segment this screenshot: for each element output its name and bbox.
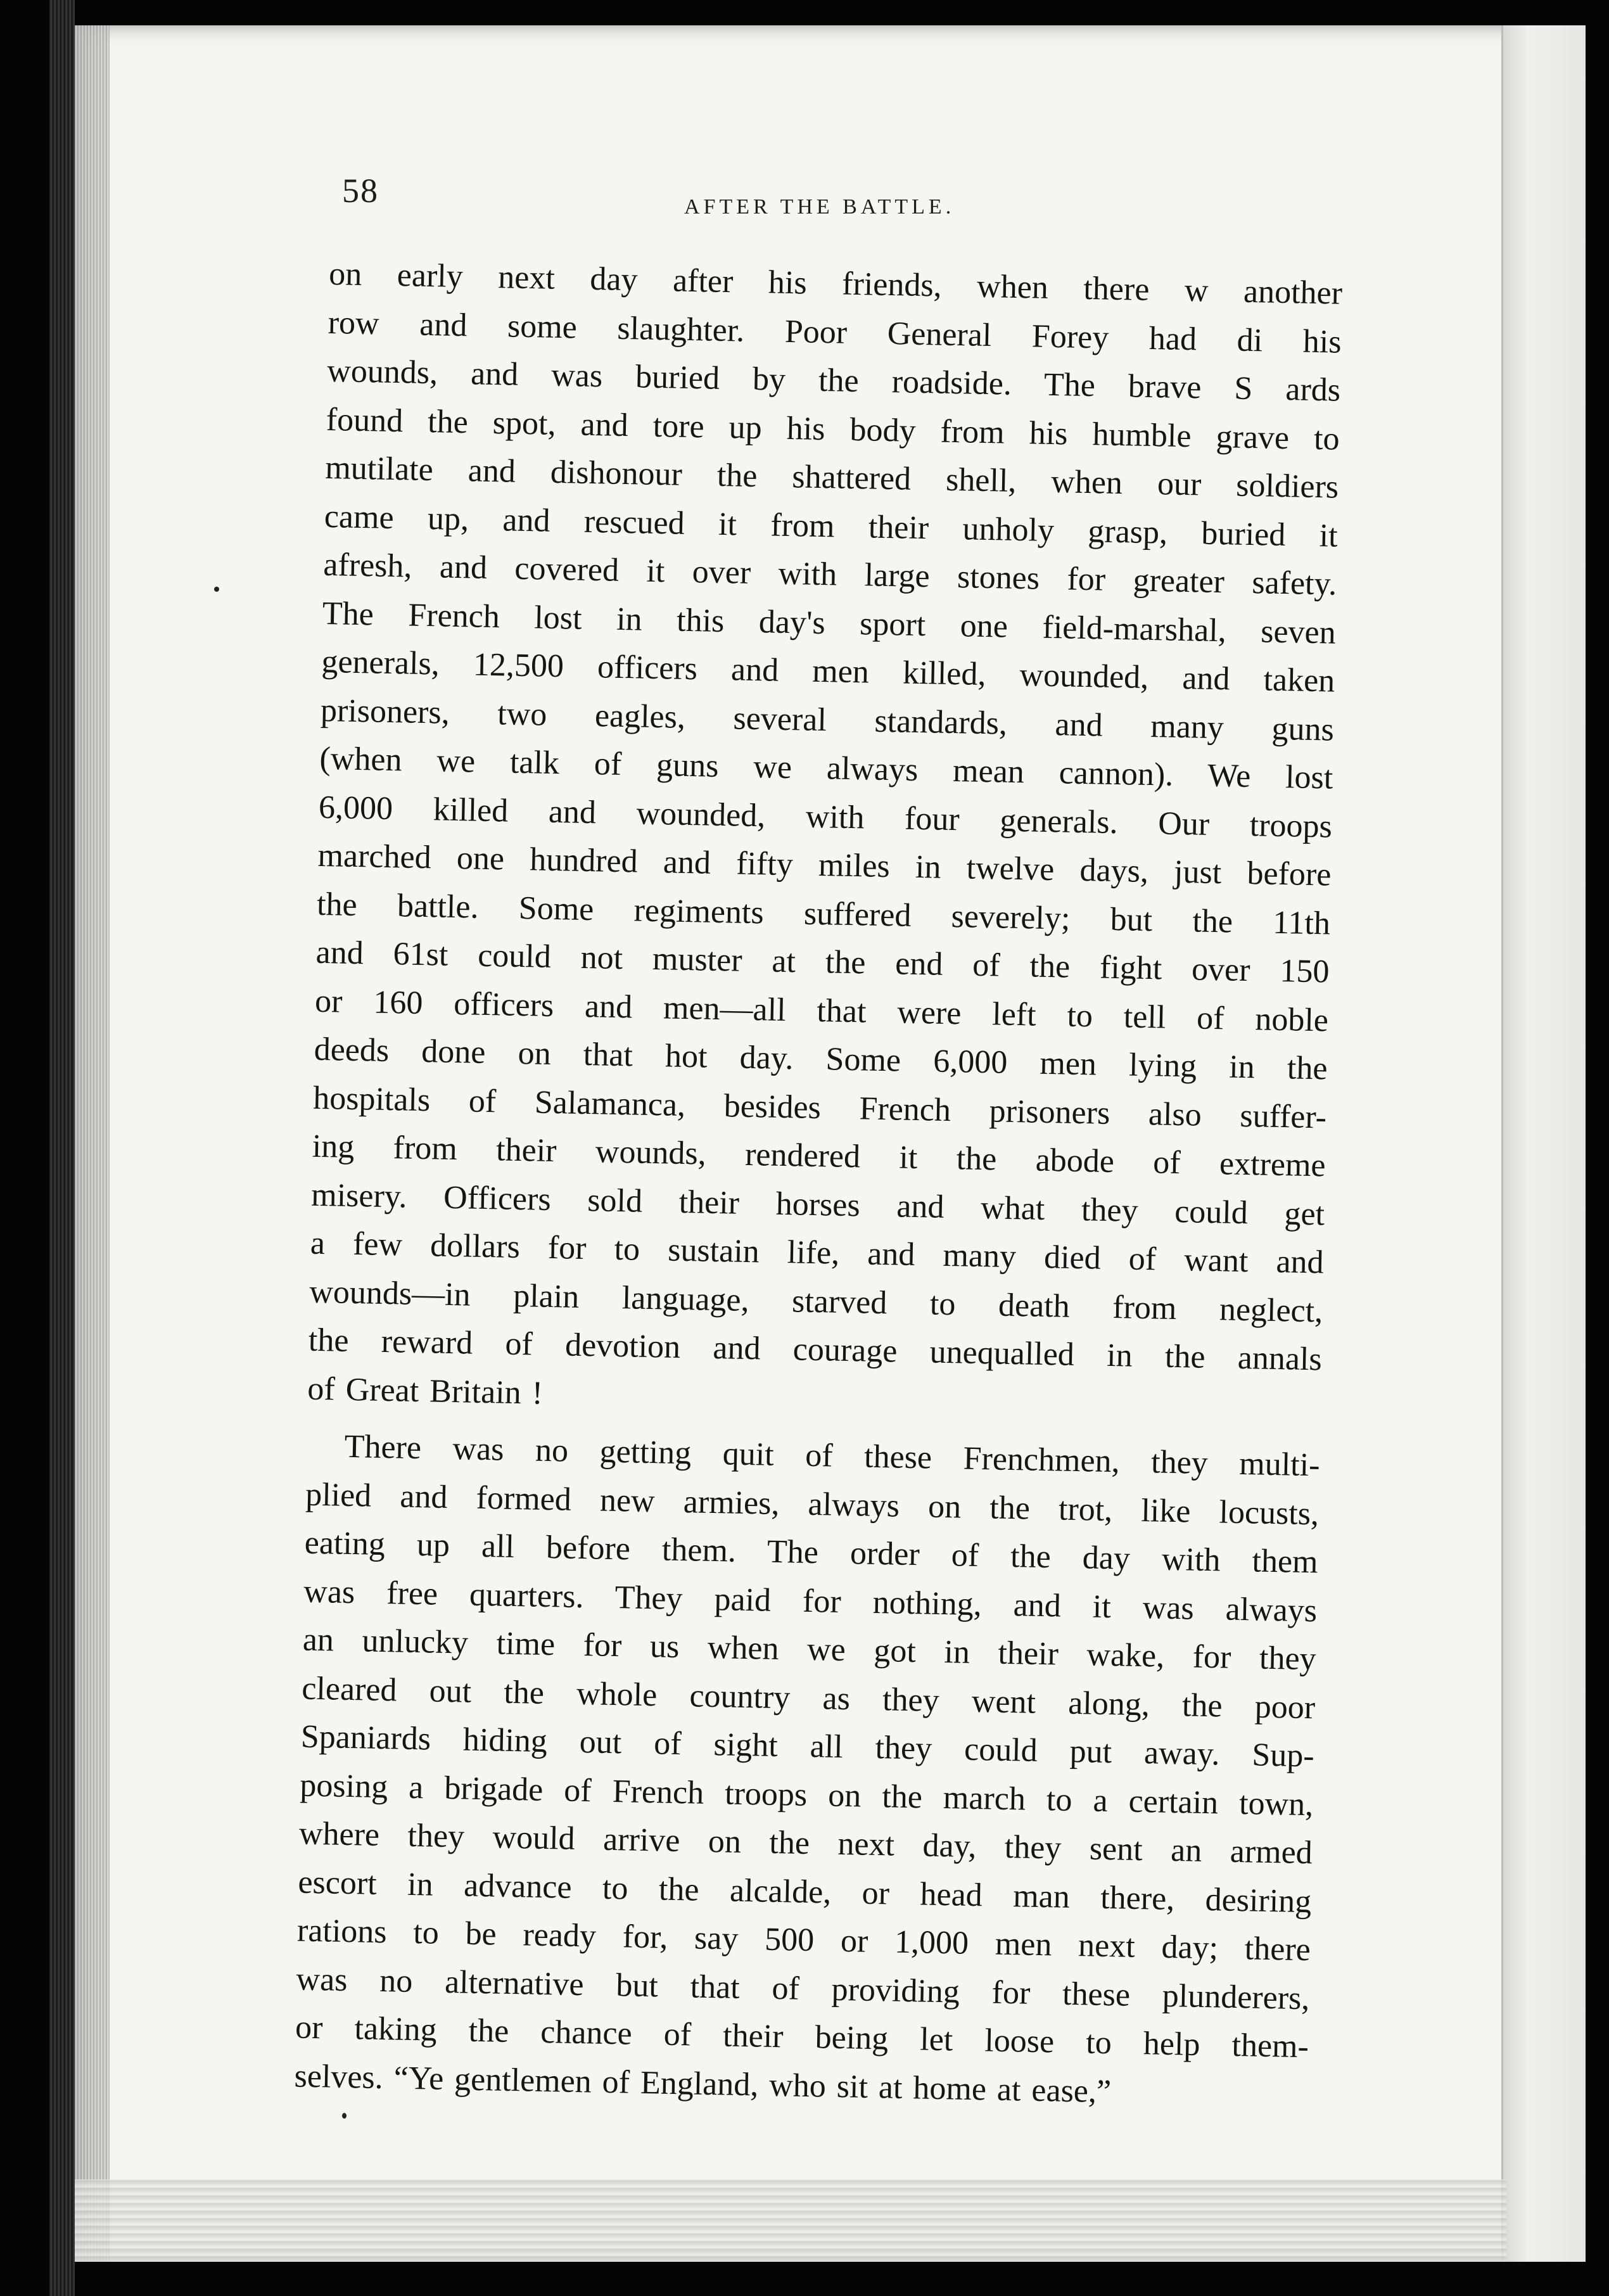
text-line: an unlucky time for us when we got in their wake, for they xyxy=(302,1621,1317,1678)
text-line: row and some slaughter. Poor General Forey had di his xyxy=(328,304,1342,360)
page-bottom-edges xyxy=(75,2179,1506,2262)
text-line: prisoners, two eagles, several standards, and many guns xyxy=(320,692,1335,748)
text-line: deeds done on that hot day. Some 6,000 men lying in the xyxy=(314,1031,1328,1087)
text-line: hospitals of Salamanca, besides French prisoners also suffer- xyxy=(312,1080,1327,1135)
running-head xyxy=(342,171,1356,222)
text-line: was free quarters. They paid for nothing, and it was always xyxy=(303,1573,1318,1629)
text-line: or 160 officers and men—all that were left to tell of noble xyxy=(314,983,1329,1038)
page-gutter-edges xyxy=(75,25,110,2262)
text-line: of Great Britain ! xyxy=(307,1370,544,1412)
text-line: wounds, and was buried by the roadside. The brave S ards xyxy=(326,352,1341,409)
text-line: (when we talk of guns we always mean cannon). We lost xyxy=(319,740,1333,796)
text-line: plied and formed new armies, always on the trot, like locusts, xyxy=(305,1476,1320,1532)
text-line: the reward of devotion and courage unequalled in the annals xyxy=(308,1322,1323,1378)
text-line: afresh, and covered it over with large stones for greater safety. xyxy=(322,546,1337,603)
text-line: or taking the chance of their being let loose to help them- xyxy=(295,2009,1309,2065)
body-text xyxy=(294,250,1343,2120)
text-line: posing a brigade of French troops on the march to a certain town, xyxy=(299,1767,1314,1823)
text-line: came up, and rescued it from their unholy grasp, buried it xyxy=(324,498,1339,554)
text-line: cleared out the whole country as they went along, the poor xyxy=(301,1670,1316,1726)
paragraph-2 xyxy=(294,1422,1320,2121)
text-line: rations to be ready for, say 500 or 1,000 men next day; there xyxy=(296,1912,1311,1968)
text-line: marched one hundred and fifty miles in twelve days, just before xyxy=(317,837,1332,893)
text-line: escort in advance to the alcalde, or head man there, desiring xyxy=(298,1864,1312,1920)
text-line: selves. “Ye gentlemen of England, who sit at home at ease,” xyxy=(294,2057,1112,2110)
text-line: ing from their wounds, rendered it the abode of extreme xyxy=(312,1128,1326,1184)
text-line: Spaniards hiding out of sight all they could put away. Sup- xyxy=(300,1718,1315,1775)
paragraph-1 xyxy=(307,250,1343,1432)
text-line: There was no getting quit of these Frenchmen, they multi- xyxy=(344,1428,1321,1484)
page-number: 58 xyxy=(342,172,379,210)
ink-speck xyxy=(342,2113,347,2119)
text-line: where they would arrive on the next day, they sent an armed xyxy=(298,1815,1313,1872)
running-title: AFTER THE BATTLE. xyxy=(684,195,955,219)
ink-speck xyxy=(214,587,219,592)
text-line: found the spot, and tore up his body from his humble grave to xyxy=(326,401,1340,457)
text-line: a few dollars for to sustain life, and many died of want and xyxy=(310,1225,1325,1281)
text-line: and 61st could not muster at the end of the fight over 150 xyxy=(315,934,1330,990)
text-line: generals, 12,500 officers and men killed, wounded, and taken xyxy=(321,643,1335,699)
text-line: the battle. Some regiments suffered severely; but the 11th xyxy=(316,886,1331,942)
text-line: mutilate and dishonour the shattered shell, when our soldiers xyxy=(324,449,1339,506)
facing-page-edge xyxy=(1501,25,1586,2262)
text-line: was no alternative but that of providing for these plunderers, xyxy=(296,1961,1310,2017)
text-line: The French lost in this day's sport one field-marshal, seven xyxy=(322,595,1337,651)
book-spine-edge xyxy=(49,0,75,2296)
text-line: on early next day after his friends, when there w another xyxy=(328,255,1343,312)
text-line: wounds—in plain language, starved to death from neglect, xyxy=(308,1273,1323,1329)
text-line: misery. Officers sold their horses and what they could get xyxy=(310,1177,1325,1232)
text-line: eating up all before them. The order of the day with them xyxy=(304,1524,1319,1581)
text-line: 6,000 killed and wounded, with four generals. Our troops xyxy=(318,789,1333,845)
